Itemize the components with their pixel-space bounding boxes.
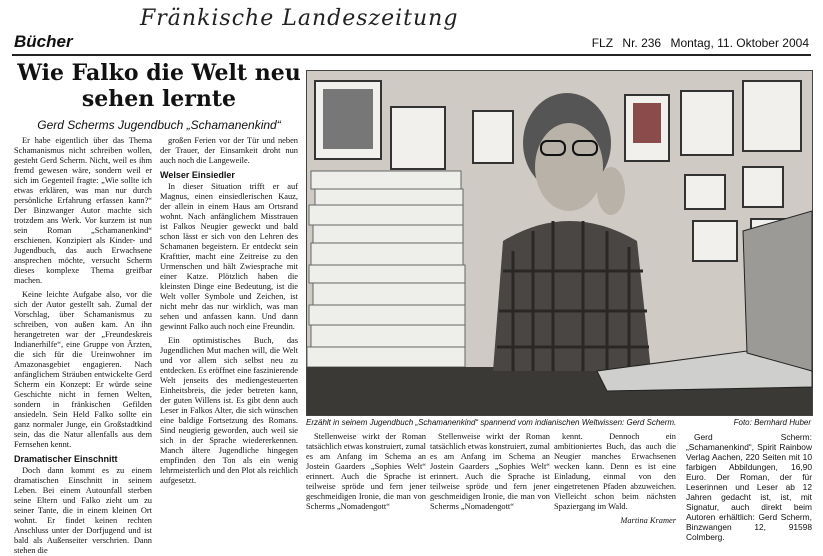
article-column-1 — [14, 136, 152, 555]
section-title: Bücher — [14, 32, 73, 51]
crosshead: Welser Einsiedler — [160, 170, 235, 180]
author-photo — [306, 70, 813, 416]
issue-number: Nr. 236 — [622, 36, 662, 50]
issue-date: Montag, 11. Oktober 2004 — [670, 36, 809, 50]
masthead-handwritten: Fränkische Landeszeitung — [140, 6, 459, 31]
author-byline: Martina Kramer — [620, 516, 676, 525]
paragraph: Stellenweise wirkt der Roman tatsächlich etwas konstruiert, zumal es am Anfang im Schema an Jostein Gaarders „Sophies Welt“ erinnert. Auch die Sprache ist teilweise spröde und fern jener geschmeidigen Ironie, die man von Scherms „Nomadengott“ — [306, 432, 427, 511]
article-column-4 — [430, 432, 551, 511]
paragraph: Stellenweise wirkt der Roman tatsächlich etwas konstruiert, zumal es am Anfang im Schema an Jostein Gaarders „Sophies Welt“ erinnert. Auch die Sprache ist teilweise spröde und fern jener geschmeidigen Ironie, die man von Scherms „Nomadengott“ — [430, 432, 551, 511]
caption-text: Erzählt in seinem Jugendbuch „Schamanenkind“ spannend vom indianischen Weltwissen: Gerd Scherm. — [306, 418, 677, 427]
article-column-5 — [554, 432, 676, 525]
crosshead: Dramatischer Einschnitt — [14, 454, 118, 464]
photo-credit: Foto: Bernhard Huber — [733, 418, 811, 427]
paragraph: Keine leichte Aufgabe also, vor die sich der Autor gestellt sah. Zumal der Vorschlag, über Schamanismus zu schreiben, von außen kam. An ihn herangetreten war der „Freundeskreis Indianerhilfe“, eine Gruppe von Ärzten, die sich für die Ureinwohner im Amazonasgebiet engagieren. Nach anfänglichem Sträuben entwickelte Gerd Scherm ein Konzept: Er würde seine Geschichte nicht in fernen Welten, sondern in fränkischen Gefilden ansiedeln. Sein Held Falko sollte ein ganz normaler Junge, ein Großstadtkind sein, das die Natur allenfalls aus dem Fernsehen kennt. — [14, 290, 152, 449]
paragraph: In dieser Situation trifft er auf Magnus, einen einsiedlerischen Kauz, der allein in einem Haus am Ortsrand wohnt. Nach anfänglichem Misstrauen ist Falkos Neugier geweckt und bald schon lässt er sich von den Lehren des Schamanen begeistern. Er entdeckt sein Krafttier, macht eine Zeitreise zu den Urmenschen und hält Zwiesprache mit einer Katze. Plötzlich haben die kleinsten Dinge eine Bedeutung, ist die Welt voller Symbole und Zeichen, ist nicht mehr das nur wirklich, was man sehen und anfassen kann. Und dann gewinnt Falko auch noch eine Freundin. — [160, 182, 298, 331]
article-column-2 — [160, 136, 298, 498]
book-info-column — [686, 432, 812, 542]
paper-abbrev: FLZ — [591, 36, 614, 50]
paragraph: Doch dann kommt es zu einem dramatischen Einschnitt in seinem Leben. Bei einem Autounfall sterben seine Eltern und Falko zieht um zu seiner Tante, die in einem kleinen Ort wohnt. Er findet keinen rechten Anschluss unter der Dorfjugend und ist bald als Außenseiter verschrien. Dann stehen die — [14, 466, 152, 555]
article-column-3 — [306, 432, 427, 511]
issue-info — [586, 36, 809, 50]
header-rule — [12, 54, 811, 56]
paragraph: großen Ferien vor der Tür und neben der Trauer, der Einsamkeit droht nun auch noch die Langeweile. — [160, 136, 298, 165]
paragraph: Ein optimistisches Buch, das Jugendlichen Mut machen will, die Welt und vor allem sich selbst neu zu entdecken. Es eröffnet eine faszinierende Welt jenseits des mediengesteuerten Einheitsbreis, die jeder betreten kann, der guten Willens ist. Es gibt denn auch Leser in Falkos Alter, die sich wünschen eine baldige Fortsetzung des Romans. Sind neugierig geworden, auch weil sie sich in der Sprache wiedererkennen. Manch ältere Jugendliche hingegen empfinden den Ton als ein wenig lehrmeisterlich und den Plot als reichlich aufgesetzt. — [160, 336, 298, 485]
paragraph: Er habe eigentlich über das Thema Schamanismus nicht schreiben wollen, gesteht Gerd Scherm. Nicht, weil es ihm fremd gewesen wäre, sondern weil er sich im Gegenteil fragte: „Wie sollte ich etwas erklären, was man nur durch persönliche Erfahrung erfassen kann?“ Der Binzwanger Autor machte sich trotzdem ans Werk. Vor kurzem ist nun sein Roman „Schamanenkind“ erschienen. Konzipiert als Kinder- und Jugendbuch, das auch Erwachsene ansprechen möchte, versucht Scherm dieses komplexe Thema greifbar machen. — [14, 136, 152, 285]
photo-caption — [306, 418, 811, 427]
headline: Wie Falko die Welt neu sehen lernte — [17, 60, 301, 112]
book-info: Gerd Scherm: „Schamanenkind“, Spirit Rainbow Verlag Aachen, 220 Seiten mit 10 farbigen Abbildungen, 16,90 Euro. Der Roman, der für Leserinnen und Leser ab 12 Jahren gedacht ist, ist, mit Signatur, auch direkt beim Autoren erhältlich: Gerd Scherm, Binzwangen 12, 91598 Colmberg. — [686, 432, 812, 542]
paragraph: kennt. Dennoch ein ambitioniertes Buch, das auch die Neugier manches Erwachsenen wecken kann. Denn es ist eine Einladung, einmal von den eingetretenen Pfaden abzuweichen. Vielleicht schon beim nächsten Spaziergang im Wald. — [554, 432, 676, 511]
subheadline: Gerd Scherms Jugendbuch „Schamanenkind“ — [37, 118, 281, 132]
